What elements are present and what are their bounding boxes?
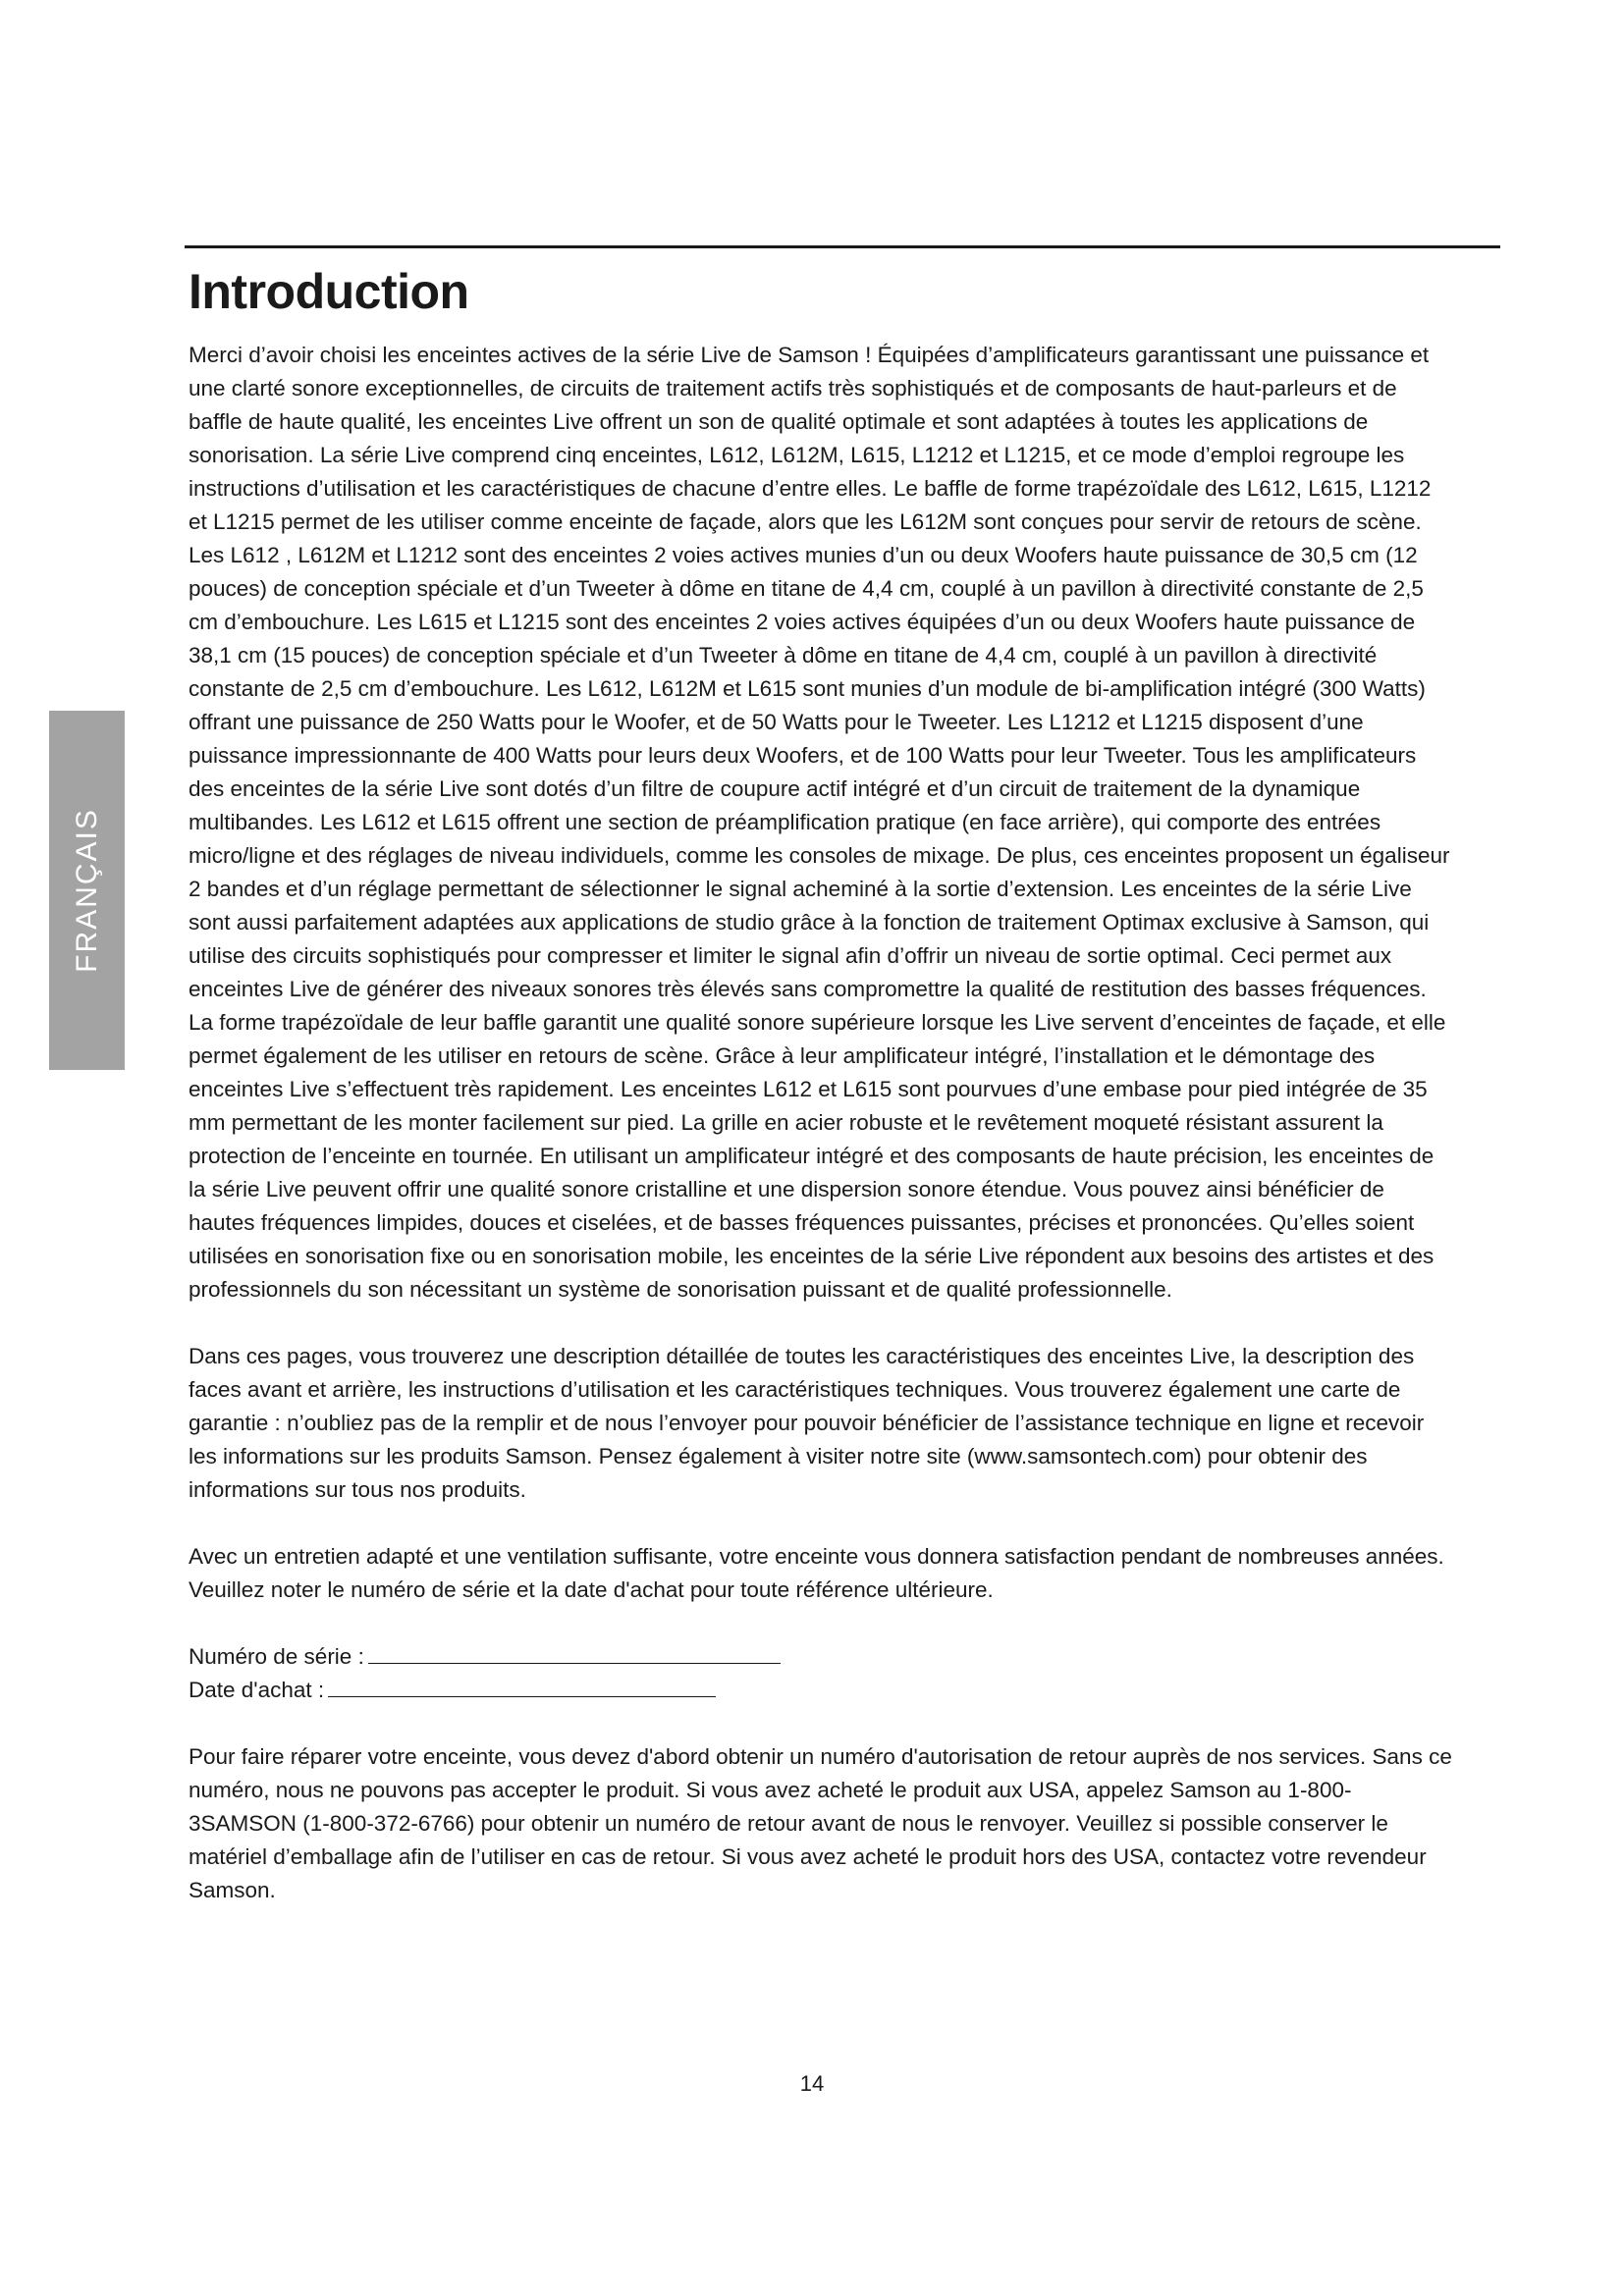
- top-rule: [185, 245, 1500, 248]
- page-content: [189, 265, 1455, 1941]
- serial-number-row: [189, 1640, 1455, 1674]
- page-title: Introduction: [189, 264, 469, 319]
- page-number: 14: [799, 2071, 825, 2096]
- language-tab-label: FRANÇAIS: [70, 808, 103, 973]
- contents-paragraph: Dans ces pages, vous trouverez une description détaillée de toutes les caractéristiques des enceintes Live, la description des faces avant et arrière, les instructions d’utilisation et les caractéristiques techniques. Vous trouverez également une carte de garantie : n’oubliez pas de la remplir et de nous l’envoyer pour pouvoir bénéficier de l’assistance technique en ligne et recevoir les informations sur les produits Samson. Pensez également à visiter notre site (www.samsontech.com) pour obtenir des informations sur tous nos produits.: [189, 1344, 1425, 1502]
- repair-paragraph: Pour faire réparer votre enceinte, vous devez d'abord obtenir un numéro d'autorisation de retour auprès de nos services. Sans ce numéro, nous ne pouvons pas accepter le produit. Si vous avez acheté le produit aux USA, appelez Samson au 1-800-3SAMSON (1-800-372-6766) pour obtenir un numéro de retour avant de nous le renvoyer. Veuillez si possible conserver le matériel d’emballage afin de l’utiliser en cas de retour. Si vous avez acheté le produit hors des USA, contactez votre revendeur Samson.: [189, 1744, 1452, 1902]
- language-tab: [49, 711, 125, 1070]
- intro-paragraph: Merci d’avoir choisi les enceintes actives de la série Live de Samson ! Équipées d’amplificateurs garantissant une puissance et une clarté sonore exceptionnelles, de circuits de traitement actifs très sophistiqués et de composants de haut-parleurs et de baffle de haute qualité, les enceintes Live offrent un son de qualité optimale et sont adaptées à toutes les applications de sonorisation. La série Live comprend cinq enceintes, L612, L612M, L615, L1212 et L1215, et ce mode d’emploi regroupe les instructions d’utilisation et les caractéristiques de chacune d’entre elles. Le baffle de forme trapézoïdale des L612, L615, L1212 et L1215 permet de les utiliser comme enceinte de façade, alors que les L612M sont conçues pour servir de retours de scène. Les L612 , L612M et L1212 sont des enceintes 2 voies actives munies d’un ou deux Woofers haute puissance de 30,5 cm (12 pouces) de conception spéciale et d’un Tweeter à dôme en titane de 4,4 cm, couplé à un pavillon à directivité constante de 2,5 cm d’embouchure. Les L615 et L1215 sont des enceintes 2 voies actives équipées d’un ou deux Woofers haute puissance de 38,1 cm (15 pouces) de conception spéciale et d’un Tweeter à dôme en titane de 4,4 cm, couplé à un pavillon à directivité constante de 2,5 cm d’embouchure. Les L612, L612M et L615 sont munies d’un module de bi-amplification intégré (300 Watts) offrant une puissance de 250 Watts pour le Woofer, et de 50 Watts pour le Tweeter. Les L1212 et L1215 disposent d’une puissance impressionnante de 400 Watts pour leurs deux Woofers, et de 100 Watts pour leur Tweeter. Tous les amplificateurs des enceintes de la série Live sont dotés d’un filtre de coupure actif intégré et d’un circuit de traitement de la dynamique multibandes. Les L612 et L615 offrent une section de préamplification pratique (en face arrière), qui comporte des entrées micro/ligne et des réglages de niveau individuels, comme les consoles de mixage. De plus, ces enceintes proposent un égaliseur 2 bandes et d’un réglage permettant de sélectionner le signal acheminé à la sortie d’extension. Les enceintes de la série Live sont aussi parfaitement adaptées aux applications de studio grâce à la fonction de traitement Optimax exclusive à Samson, qui utilise des circuits sophistiqués pour compresser et limiter le signal afin d’offrir un niveau de sortie optimal. Ceci permet aux enceintes Live de générer des niveaux sonores très élevés sans compromettre la qualité de restitution des basses fréquences. La forme trapézoïdale de leur baffle garantit une qualité sonore supérieure lorsque les Live servent d’enceintes de façade, et elle permet également de les utiliser en retours de scène. Grâce à leur amplificateur intégré, l’installation et le démontage des enceintes Live s’effectuent très rapidement. Les enceintes L612 et L615 sont pourvues d’une embase pour pied intégrée de 35 mm permettant de les monter facilement sur pied. La grille en acier robuste et le revêtement moqueté résistant assurent la protection de l’enceinte en tournée. En utilisant un amplificateur intégré et des composants de haute précision, les enceintes de la série Live peuvent offrir une qualité sonore cristalline et une dispersion sonore étendue. Vous pouvez ainsi bénéficier de hautes fréquences limpides, douces et ciselées, et de basses fréquences puissantes, précises et prononcées. Qu’elles soient utilisées en sonorisation fixe ou en sonorisation mobile, les enceintes de la série Live répondent aux besoins des artistes et des professionnels du son nécessitant un système de sonorisation puissant et de qualité professionnelle.: [189, 343, 1450, 1302]
- serial-number-blank: [368, 1641, 781, 1664]
- purchase-date-label: Date d'achat :: [189, 1678, 325, 1702]
- serial-number-label: Numéro de série :: [189, 1644, 364, 1669]
- purchase-date-blank: [328, 1675, 716, 1697]
- maintenance-paragraph: Avec un entretien adapté et une ventilation suffisante, votre enceinte vous donnera satisfaction pendant de nombreuses années. Veuillez noter le numéro de série et la date d'achat pour toute référence ultérieure.: [189, 1544, 1444, 1602]
- registration-form: [189, 1640, 1455, 1707]
- purchase-date-row: [189, 1674, 1455, 1707]
